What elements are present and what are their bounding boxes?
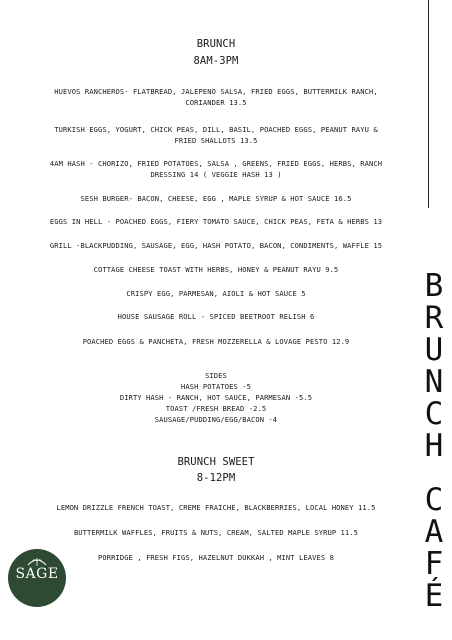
menu-item: [18, 240, 414, 251]
menu-item: [18, 311, 414, 322]
menu-item-line: DRESSING 14 ( VEGGIE HASH 13 ): [150, 170, 282, 179]
logo-text: SAGE: [15, 566, 59, 582]
menu-item-line: HOUSE SAUSAGE ROLL - SPICED BEETROOT RELISH 6: [117, 312, 315, 321]
menu-item-line: CRISPY EGG, PARMESAN, AIOLI & HOT SAUCE 5: [126, 289, 306, 298]
banner-letter: C: [424, 482, 444, 518]
banner-letter: N: [424, 364, 444, 400]
banner-letter: R: [424, 300, 444, 336]
menu-item-line: COTTAGE CHEESE TOAST WITH HERBS, HONEY & PEANUT RAYU 9.5: [93, 265, 339, 274]
menu-item-line: GRILL -BLACKPUDDING, SAUSAGE, EGG, HASH POTATO, BACON, CONDIMENTS, WAFFLE 15: [49, 241, 383, 250]
menu-item-line: EGGS IN HELL - POACHED EGGS, FIERY TOMATO SAUCE, CHICK PEAS, FETA & HERBS 13: [49, 217, 383, 226]
menu-item-line: 4AM HASH - CHORIZO, FRIED POTATOES, SALSA , GREENS, FRIED EGGS, HERBS, RANCH: [49, 159, 383, 168]
menu-item: [18, 527, 414, 538]
menu-item-line: TURKISH EGGS, YOGURT, CHICK PEAS, DILL, BASIL, POACHED EGGS, PEANUT RAYU &: [54, 125, 378, 134]
side-item: TOAST /FRESH BREAD -2.5: [165, 404, 267, 413]
side-item: SAUSAGE/PUDDING/EGG/BACON -4: [154, 415, 278, 424]
sides-section: [18, 370, 414, 425]
menu-item: [18, 124, 414, 146]
banner-letter: B: [424, 268, 444, 304]
menu-item: [18, 193, 414, 204]
menu-item-line: BUTTERMILK WAFFLES, FRUITS & NUTS, CREAM, SALTED MAPLE SYRUP 11.5: [73, 528, 359, 537]
sweet-title: BRUNCH SWEET: [177, 456, 255, 468]
sweet-hours: 8-12PM: [196, 472, 236, 484]
banner-letter: É: [424, 578, 444, 614]
menu-item-line: POACHED EGGS & PANCHETA, FRESH MOZZERELLA & LOVAGE PESTO 12.9: [82, 337, 350, 346]
banner-letter: H: [424, 428, 444, 464]
menu-item: [18, 336, 414, 347]
side-item: DIRTY HASH - RANCH, HOT SAUCE, PARMESAN -5.5: [119, 393, 313, 402]
menu-item: [18, 502, 414, 513]
menu-item-line: SESH BURGER- BACON, CHEESE, EGG , MAPLE SYRUP & HOT SAUCE 16.5: [80, 194, 352, 203]
banner-letter: A: [424, 514, 444, 550]
side-item: HASH POTATOES -5: [181, 382, 251, 391]
brunch-title: BRUNCH: [196, 38, 236, 50]
sides-title: SIDES: [205, 371, 227, 380]
banner-letter: F: [424, 546, 444, 582]
menu-item-line: PORRIDGE , FRESH FIGS, HAZELNUT DUKKAH , MINT LEAVES 8: [97, 553, 335, 562]
menu-item: [18, 216, 414, 227]
menu-item: [18, 158, 414, 180]
sage-logo: [8, 549, 66, 607]
side-banner-brunch: [419, 270, 449, 462]
banner-letter: U: [424, 332, 444, 368]
menu-item-line: CORIANDER 13.5: [185, 98, 247, 107]
brunch-hours: 8AM-3PM: [193, 55, 239, 67]
menu-item: [18, 86, 414, 108]
vertical-divider: [428, 0, 429, 208]
menu-item-line: HUEVOS RANCHEROS- FLATBREAD, JALEPENO SALSA, FRIED EGGS, BUTTERMILK RANCH,: [54, 87, 378, 96]
menu-item: [18, 264, 414, 275]
menu-item: [18, 288, 414, 299]
menu-item-line: LEMON DRIZZLE FRENCH TOAST, CREME FRAICHE, BLACKBERRIES, LOCAL HONEY 11.5: [56, 503, 376, 512]
banner-letter: C: [424, 396, 444, 432]
menu-item: [18, 552, 414, 563]
menu-item-line: FRIED SHALLOTS 13.5: [174, 136, 258, 145]
side-banner-cafe: [419, 484, 449, 612]
